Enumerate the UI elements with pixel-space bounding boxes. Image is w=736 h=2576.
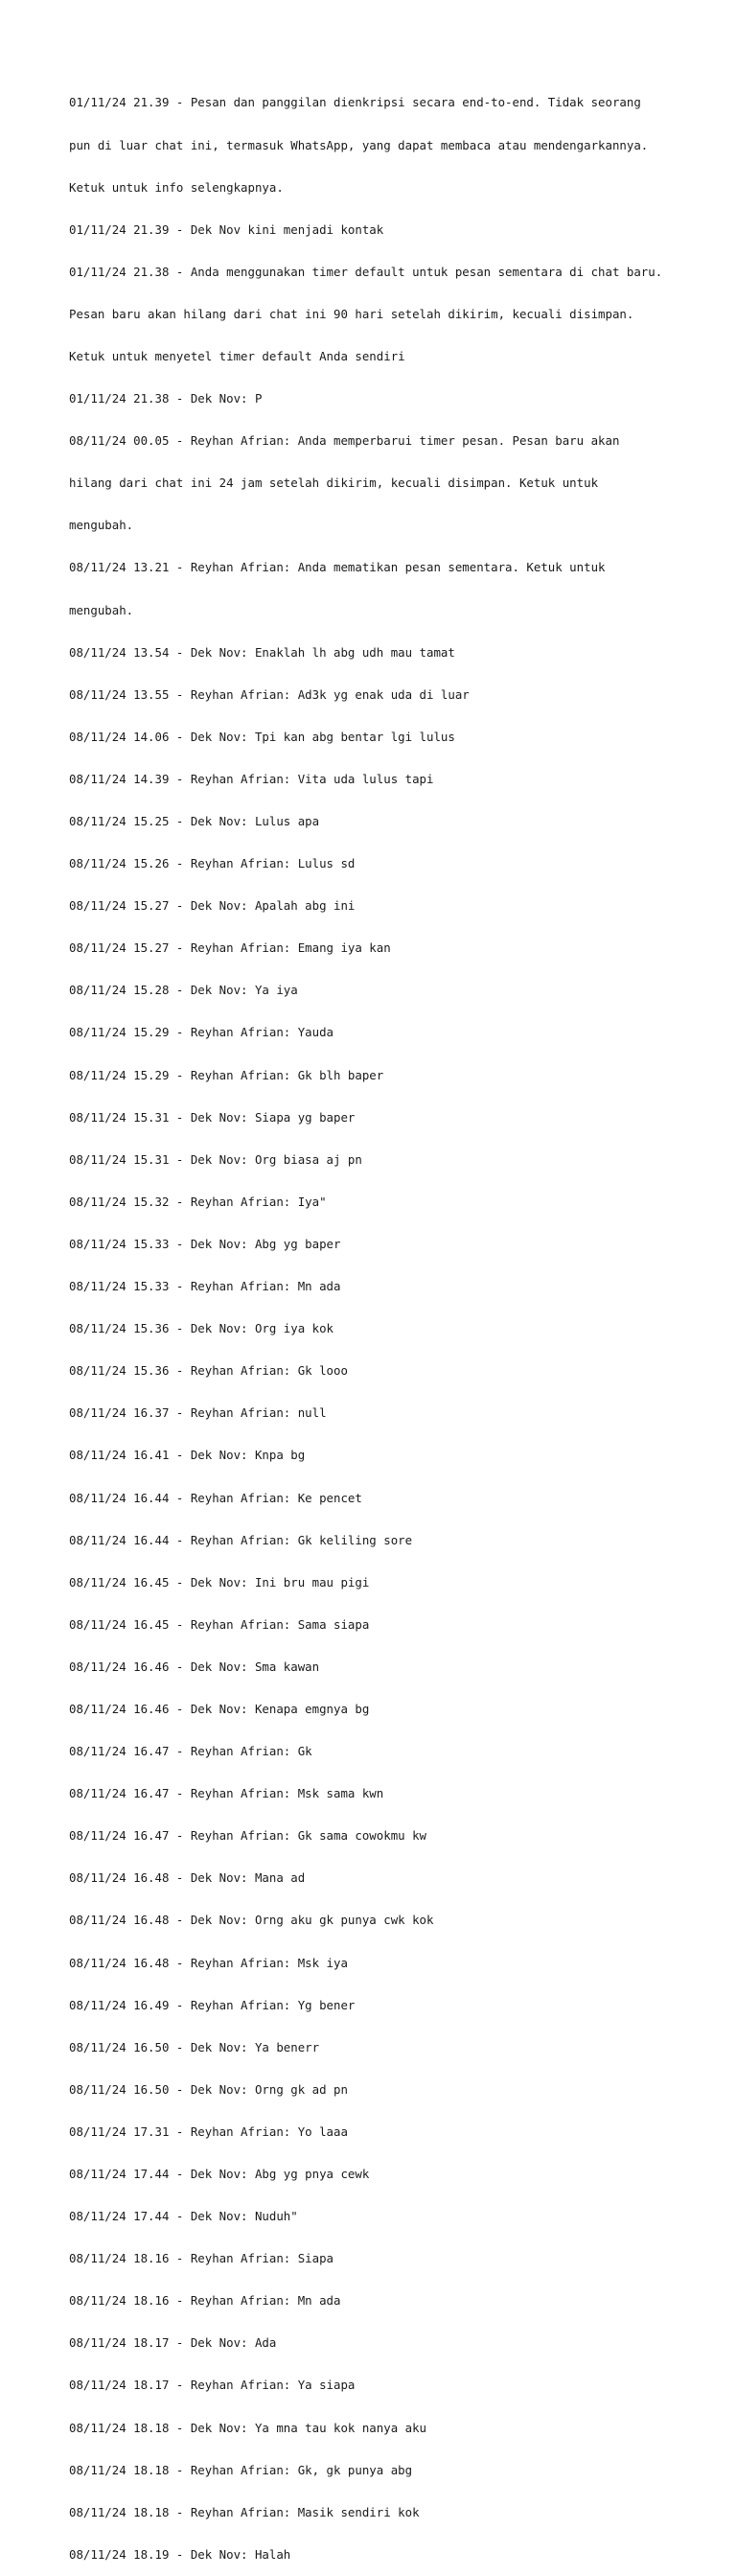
chat-log-line: Ketuk untuk info selengkapnya. (69, 179, 284, 195)
chat-log-line: 08/11/24 13.55 - Reyhan Afrian: Ad3k yg enak uda di luar (69, 686, 470, 702)
chat-log-line: 08/11/24 00.05 - Reyhan Afrian: Anda memperbarui timer pesan. Pesan baru akan (69, 433, 620, 449)
chat-log-line: 08/11/24 18.16 - Reyhan Afrian: Mn ada (69, 2293, 341, 2309)
chat-log-line: 08/11/24 16.46 - Dek Nov: Kenapa emgnya bg (69, 1701, 370, 1716)
chat-log-line: 08/11/24 16.48 - Dek Nov: Mana ad (69, 1870, 306, 1886)
chat-log-line: 08/11/24 16.44 - Reyhan Afrian: Ke pencet (69, 1490, 362, 1505)
chat-log-line: 08/11/24 18.18 - Reyhan Afrian: Gk, gk punya abg (69, 2462, 413, 2477)
chat-log-line: 08/11/24 13.21 - Reyhan Afrian: Anda mematikan pesan sementara. Ketuk untuk (69, 560, 606, 575)
chat-log-line: 08/11/24 18.18 - Reyhan Afrian: Masik sendiri kok (69, 2504, 420, 2519)
chat-log-line: 08/11/24 15.26 - Reyhan Afrian: Lulus sd (69, 856, 356, 871)
chat-log-line: 08/11/24 16.48 - Dek Nov: Orng aku gk punya cwk kok (69, 1913, 434, 1928)
chat-log-line: 01/11/24 21.39 - Pesan dan panggilan dienkripsi secara end-to-end. Tidak seorang (69, 95, 641, 110)
chat-log-line: 08/11/24 16.49 - Reyhan Afrian: Yg bener (69, 1997, 356, 2012)
chat-log-line: 08/11/24 15.33 - Reyhan Afrian: Mn ada (69, 1279, 341, 1294)
chat-log-line: mengubah. (69, 518, 134, 533)
chat-log-line: 08/11/24 16.50 - Dek Nov: Orng gk ad pn (69, 2081, 348, 2097)
chat-log-line: 08/11/24 18.17 - Reyhan Afrian: Ya siapa (69, 2378, 356, 2393)
chat-log-line: 08/11/24 15.29 - Reyhan Afrian: Yauda (69, 1025, 334, 1040)
chat-log-line: 08/11/24 17.31 - Reyhan Afrian: Yo laaa (69, 2123, 348, 2139)
chat-log-line: 08/11/24 16.45 - Reyhan Afrian: Sama siapa (69, 1616, 370, 1632)
chat-log-line: 08/11/24 13.54 - Dek Nov: Enaklah lh abg udh mau tamat (69, 644, 455, 660)
chat-log-line: 08/11/24 15.36 - Dek Nov: Org iya kok (69, 1321, 334, 1336)
chat-log-line: Pesan baru akan hilang dari chat ini 90 hari setelah dikirim, kecuali disimpan. (69, 306, 634, 321)
chat-log-line: 08/11/24 17.44 - Dek Nov: Nuduh" (69, 2209, 298, 2224)
chat-log-line: 01/11/24 21.38 - Anda menggunakan timer default untuk pesan sementara di chat baru. (69, 264, 663, 279)
chat-log-line: 08/11/24 16.47 - Reyhan Afrian: Gk sama cowokmu kw (69, 1828, 426, 1844)
chat-log-line: 08/11/24 16.47 - Reyhan Afrian: Msk sama kwn (69, 1786, 384, 1801)
chat-log-line: 08/11/24 16.46 - Dek Nov: Sma kawan (69, 1659, 320, 1674)
chat-log-line: hilang dari chat ini 24 jam setelah dikirim, kecuali disimpan. Ketuk untuk (69, 476, 599, 491)
chat-log-line: 08/11/24 16.50 - Dek Nov: Ya benerr (69, 2039, 320, 2054)
chat-log-line: 08/11/24 15.36 - Reyhan Afrian: Gk looo (69, 1363, 348, 1379)
chat-log-line: 08/11/24 16.48 - Reyhan Afrian: Msk iya (69, 1955, 348, 1970)
chat-log-line: 08/11/24 15.33 - Dek Nov: Abg yg baper (69, 1236, 341, 1251)
chat-log-line: 08/11/24 16.47 - Reyhan Afrian: Gk (69, 1744, 312, 1759)
chat-log-line: 08/11/24 16.37 - Reyhan Afrian: null (69, 1405, 327, 1421)
chat-log-line: Ketuk untuk menyetel timer default Anda sendiri (69, 348, 405, 363)
chat-log-line: 08/11/24 18.18 - Dek Nov: Ya mna tau kok nanya aku (69, 2420, 426, 2435)
chat-log-line: 08/11/24 18.17 - Dek Nov: Ada (69, 2335, 277, 2351)
chat-log-line: pun di luar chat ini, termasuk WhatsApp, yang dapat membaca atau mendengarkannya. (69, 137, 649, 152)
chat-log-line: 08/11/24 15.27 - Dek Nov: Apalah abg ini (69, 898, 356, 914)
chat-log-line: 08/11/24 18.19 - Dek Nov: Halah (69, 2546, 291, 2562)
chat-log-line: 08/11/24 15.31 - Dek Nov: Org biasa aj pn (69, 1151, 362, 1167)
chat-log-line: 08/11/24 16.45 - Dek Nov: Ini bru mau pigi (69, 1574, 370, 1590)
chat-log-line: 08/11/24 14.39 - Reyhan Afrian: Vita uda lulus tapi (69, 771, 434, 786)
chat-log-line: 08/11/24 15.31 - Dek Nov: Siapa yg baper (69, 1109, 356, 1125)
chat-log-line: 08/11/24 18.16 - Reyhan Afrian: Siapa (69, 2251, 334, 2266)
chat-log-line: 08/11/24 15.32 - Reyhan Afrian: Iya" (69, 1194, 327, 1209)
chat-log-line: 08/11/24 16.44 - Reyhan Afrian: Gk keliling sore (69, 1532, 413, 1547)
chat-log-line: 08/11/24 15.29 - Reyhan Afrian: Gk blh baper (69, 1067, 384, 1082)
chat-log-line: 08/11/24 14.06 - Dek Nov: Tpi kan abg bentar lgi lulus (69, 729, 455, 744)
chat-log-line: mengubah. (69, 602, 134, 617)
chat-log-line: 01/11/24 21.39 - Dek Nov kini menjadi kontak (69, 221, 384, 237)
chat-log-line: 08/11/24 15.27 - Reyhan Afrian: Emang iya kan (69, 940, 391, 956)
chat-log-line: 08/11/24 15.25 - Dek Nov: Lulus apa (69, 814, 320, 828)
chat-log-line: 08/11/24 17.44 - Dek Nov: Abg yg pnya cewk (69, 2167, 370, 2181)
chat-log-line: 08/11/24 15.28 - Dek Nov: Ya iya (69, 983, 298, 998)
chat-log-document (69, 68, 682, 2576)
chat-log-line: 01/11/24 21.38 - Dek Nov: P (69, 391, 263, 406)
chat-log-line: 08/11/24 16.41 - Dek Nov: Knpa bg (69, 1448, 306, 1463)
